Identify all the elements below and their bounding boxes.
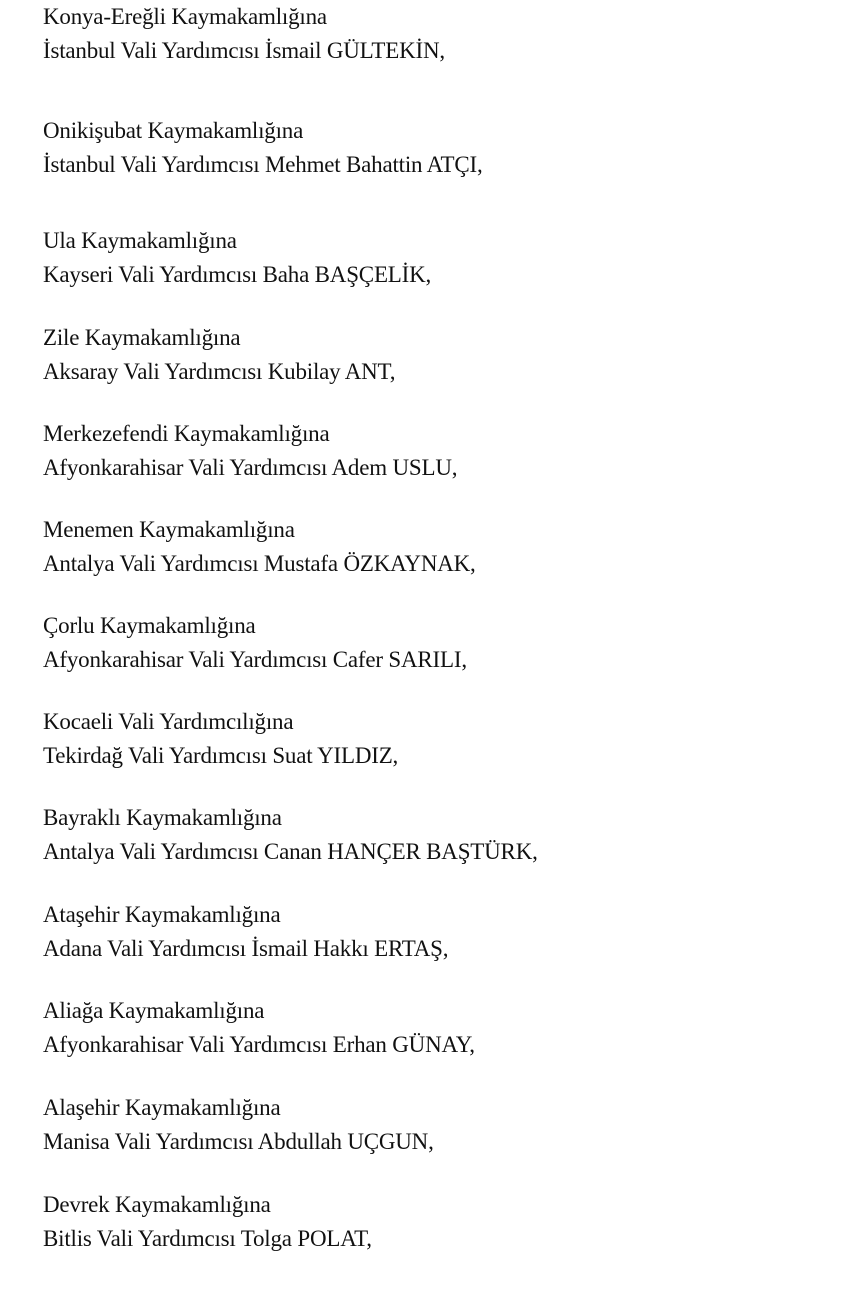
appointment-entry bbox=[43, 994, 823, 1062]
appointee-line: Manisa Vali Yardımcısı Abdullah UÇGUN, bbox=[43, 1129, 434, 1154]
post-title: Zile Kaymakamlığına bbox=[43, 325, 241, 350]
post-title: Menemen Kaymakamlığına bbox=[43, 517, 295, 542]
appointee-line: Afyonkarahisar Vali Yardımcısı Cafer SARILI, bbox=[43, 647, 467, 672]
post-title: Merkezefendi Kaymakamlığına bbox=[43, 421, 330, 446]
post-title: Konya-Ereğli Kaymakamlığına bbox=[43, 4, 327, 29]
appointee-line: Antalya Vali Yardımcısı Mustafa ÖZKAYNAK, bbox=[43, 551, 476, 576]
post-title: Ataşehir Kaymakamlığına bbox=[43, 902, 281, 927]
appointment-entry bbox=[43, 0, 823, 68]
appointment-entry bbox=[43, 224, 823, 292]
post-title: Onikişubat Kaymakamlığına bbox=[43, 118, 304, 143]
post-title: Ula Kaymakamlığına bbox=[43, 228, 237, 253]
appointment-entry bbox=[43, 705, 823, 773]
appointment-entry bbox=[43, 513, 823, 581]
appointee-line: Afyonkarahisar Vali Yardımcısı Adem USLU, bbox=[43, 455, 458, 480]
post-title: Alaşehir Kaymakamlığına bbox=[43, 1095, 281, 1120]
appointment-entry bbox=[43, 417, 823, 485]
appointee-line: İstanbul Vali Yardımcısı İsmail GÜLTEKİN, bbox=[43, 38, 445, 63]
post-title: Devrek Kaymakamlığına bbox=[43, 1192, 271, 1217]
appointment-entry bbox=[43, 801, 823, 869]
appointment-entry bbox=[43, 321, 823, 389]
appointment-entry bbox=[43, 1188, 823, 1256]
appointee-line: Aksaray Vali Yardımcısı Kubilay ANT, bbox=[43, 359, 396, 384]
post-title: Kocaeli Vali Yardımcılığına bbox=[43, 709, 294, 734]
appointee-line: Afyonkarahisar Vali Yardımcısı Erhan GÜNAY, bbox=[43, 1032, 475, 1057]
appointment-entry bbox=[43, 898, 823, 966]
post-title: Bayraklı Kaymakamlığına bbox=[43, 805, 282, 830]
appointee-line: Kayseri Vali Yardımcısı Baha BAŞÇELİK, bbox=[43, 262, 432, 287]
appointee-line: Adana Vali Yardımcısı İsmail Hakkı ERTAŞ, bbox=[43, 936, 449, 961]
post-title: Aliağa Kaymakamlığına bbox=[43, 998, 265, 1023]
appointee-line: Bitlis Vali Yardımcısı Tolga POLAT, bbox=[43, 1226, 372, 1251]
appointment-entry bbox=[43, 1091, 823, 1159]
appointment-entry bbox=[43, 609, 823, 677]
appointee-line: Antalya Vali Yardımcısı Canan HANÇER BAŞTÜRK, bbox=[43, 839, 538, 864]
appointment-entry bbox=[43, 114, 823, 182]
post-title: Çorlu Kaymakamlığına bbox=[43, 613, 256, 638]
appointee-line: Tekirdağ Vali Yardımcısı Suat YILDIZ, bbox=[43, 743, 399, 768]
appointee-line: İstanbul Vali Yardımcısı Mehmet Bahattin ATÇI, bbox=[43, 152, 483, 177]
